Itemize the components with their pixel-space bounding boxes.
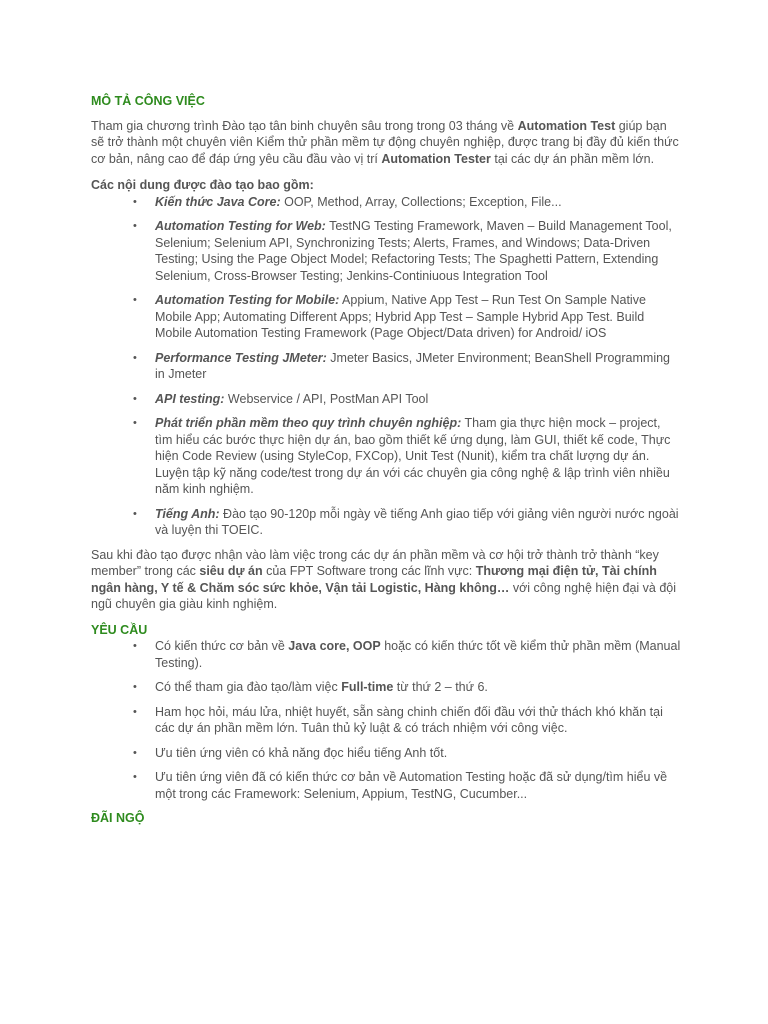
bullet-icon: • bbox=[133, 294, 137, 306]
outro-text-3: với công nghệ hiện đại và đội ngũ chuyên gia giàu kinh nghiệm. bbox=[91, 580, 677, 611]
item-text: TestNG Testing Framework, Maven – Build Management Tool, Selenium; Selenium API, Synchronizing Tests; Alerts, Frames, and Windows; Data-Driven Testing; Using the Page Object Model; Refactoring Tests; The Spaghetti Pattern, Extending Selenium, Cross-Browser Testing; Jenkins-Continiuous Integration Tool bbox=[155, 219, 672, 283]
bullet-icon: • bbox=[133, 771, 137, 783]
list-item bbox=[133, 745, 681, 762]
item-title: Performance Testing JMeter: bbox=[155, 350, 327, 365]
intro-paragraph bbox=[91, 118, 681, 168]
bullet-icon: • bbox=[133, 417, 137, 429]
intro-bold-1: Automation Test bbox=[517, 118, 616, 133]
req-text-2: từ thứ 2 – thứ 6. bbox=[393, 680, 488, 694]
req-text-1: Ưu tiên ứng viên đã có kiến thức cơ bản về Automation Testing hoặc đã sử dụng/tìm hiểu về một trong các Framework: Selenium, Appium, TestNG, Cucumber... bbox=[155, 770, 668, 801]
item-title: Automation Testing for Web: bbox=[155, 219, 326, 233]
bullet-icon: • bbox=[133, 681, 137, 693]
training-subheading: Các nội dung được đào tạo bao gồm: bbox=[91, 178, 314, 192]
document-page bbox=[91, 93, 681, 827]
list-item bbox=[133, 391, 681, 408]
intro-bold-2: Automation Tester bbox=[381, 151, 491, 166]
item-text: Tham gia thực hiện mock – project, tìm hiểu các bước thực hiện dự án, bao gồm thiết kế ứng dụng, làm GUI, thiết kế code, Thực hiện Code Review (using StyleCop, FXCop), Unit Test (Nunit), kiểm tra chất lượng dự án. Luyện tập kỹ năng code/test trong dự án với các chuyên gia công nghệ & lập trình viên nhiều năm kinh nghiệm. bbox=[155, 416, 671, 496]
item-title: Kiến thức Java Core: bbox=[155, 194, 281, 209]
item-title: Automation Testing for Mobile: bbox=[155, 293, 340, 307]
list-item bbox=[133, 769, 681, 802]
list-item bbox=[133, 506, 681, 539]
outro-text-2: của FPT Software trong các lĩnh vực: bbox=[262, 564, 476, 578]
req-text-1: Có thể tham gia đào tạo/làm việc bbox=[155, 680, 342, 694]
req-text-1: Ham học hỏi, máu lửa, nhiệt huyết, sẵn sàng chinh chiến đối đầu với thử thách khó khăn tại các dự án phần mềm lớn. Tuân thủ kỷ luật & có trách nhiệm với công việc. bbox=[155, 704, 663, 735]
item-text: OOP, Method, Array, Collections; Exception, File... bbox=[280, 194, 562, 209]
bullet-icon: • bbox=[133, 640, 137, 652]
item-text: Webservice / API, PostMan API Tool bbox=[224, 391, 429, 406]
req-text-2: hoặc có kiến thức tốt về kiểm thử phần mềm (Manual Testing). bbox=[155, 639, 681, 670]
item-text: Jmeter Basics, JMeter Environment; BeanShell Programming in Jmeter bbox=[155, 350, 671, 381]
item-title: Tiếng Anh: bbox=[155, 506, 220, 521]
outro-paragraph bbox=[91, 547, 681, 613]
list-item bbox=[133, 415, 681, 498]
list-item bbox=[133, 679, 681, 696]
bullet-icon: • bbox=[133, 392, 137, 405]
list-item bbox=[133, 292, 681, 342]
req-text-1: Ưu tiên ứng viên có khả năng đọc hiểu tiếng Anh tốt. bbox=[155, 745, 448, 760]
intro-text-3: tại các dự án phần mềm lớn. bbox=[490, 151, 655, 166]
item-title: API testing: bbox=[155, 391, 225, 406]
bullet-icon: • bbox=[133, 220, 137, 232]
bullet-icon: • bbox=[133, 705, 137, 718]
item-text: Đào tạo 90-120p mỗi ngày về tiếng Anh giao tiếp với giảng viên người nước ngoài và luyện thi TOEIC. bbox=[155, 506, 679, 537]
list-item bbox=[133, 704, 681, 737]
list-item bbox=[133, 638, 681, 671]
req-bold: Java core, OOP bbox=[288, 639, 381, 653]
section-heading-benefits: ĐÃI NGỘ bbox=[91, 811, 145, 825]
req-bold: Full-time bbox=[341, 680, 394, 694]
item-text: Appium, Native App Test – Run Test On Sample Native Mobile App; Automating Different Apps; Hybrid App Test – Sample Hybrid App Test. Build Mobile Automation Testing Framework (Page Object/Data driven) for Android/ iOS bbox=[155, 293, 646, 340]
outro-bold-2: Thương mại điện tử, Tài chính ngân hàng, Y tế & Chăm sóc sức khỏe, Vận tải Logistic, Hàng không… bbox=[91, 564, 657, 595]
list-item bbox=[133, 350, 681, 383]
bullet-icon: • bbox=[133, 746, 137, 759]
item-title: Phát triển phần mềm theo quy trình chuyên nghiệp: bbox=[155, 416, 462, 430]
section-heading-job-description: MÔ TẢ CÔNG VIỆC bbox=[91, 94, 205, 108]
training-content-list bbox=[91, 194, 681, 539]
bullet-icon: • bbox=[133, 195, 137, 208]
intro-text-2: giúp bạn sẽ trở thành một chuyên viên Kiểm thử phần mềm tự động chuyên nghiệp, được trang bị đầy đủ kiến thức cơ bản, nâng cao để đáp ứng yêu cầu đầu vào vị trí bbox=[91, 118, 679, 166]
outro-text-1: Sau khi đào tạo được nhận vào làm việc trong các dự án phần mềm và cơ hội trở thành trở thành “key member” trong các bbox=[91, 547, 659, 578]
list-item bbox=[133, 194, 681, 211]
section-heading-requirements: YÊU CẦU bbox=[91, 622, 148, 637]
bullet-icon: • bbox=[133, 507, 137, 520]
list-item bbox=[133, 218, 681, 284]
outro-bold-1: siêu dự án bbox=[199, 564, 263, 578]
requirements-list bbox=[91, 638, 681, 802]
bullet-icon: • bbox=[133, 351, 137, 364]
intro-text-1: Tham gia chương trình Đào tạo tân binh chuyên sâu trong trong 03 tháng về bbox=[91, 118, 518, 133]
req-text-1: Có kiến thức cơ bản về bbox=[155, 639, 289, 653]
